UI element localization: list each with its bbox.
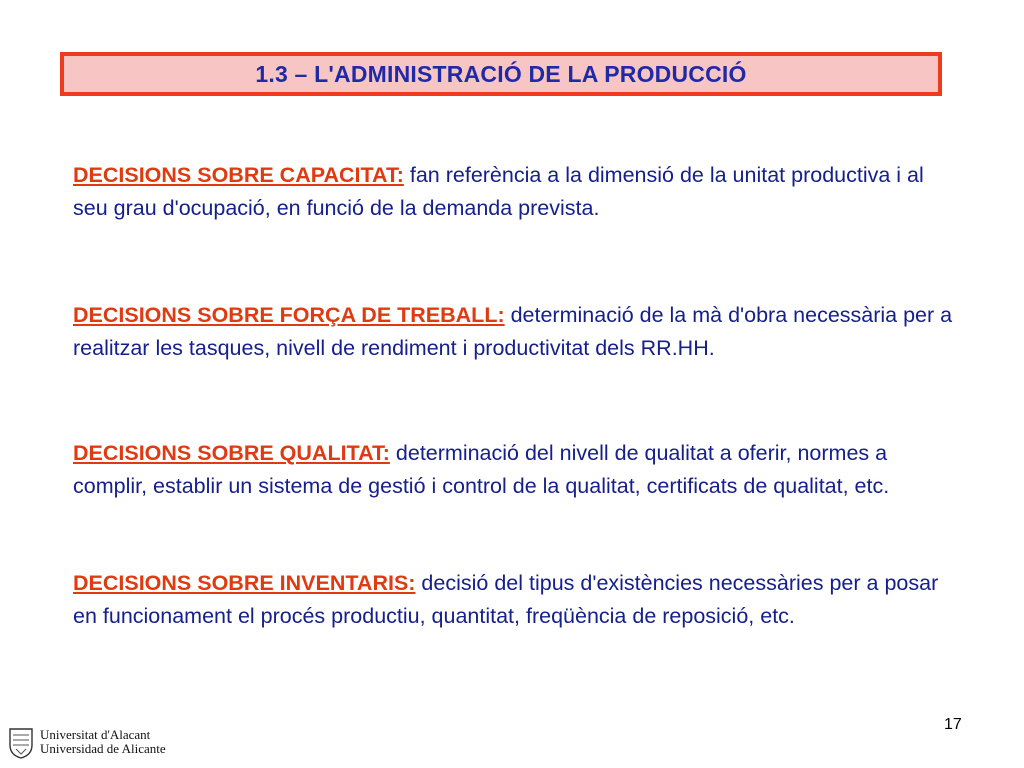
page-number: 17	[944, 716, 962, 733]
paragraph-body: determinació de la mà d'obra necessària per a realitzar les tasques, nivell de rendiment i productivitat dels RR.HH.	[73, 303, 953, 360]
paragraph-body: fan referència a la dimensió de la unitat productiva i al seu grau d'ocupació, en funció de la demanda prevista.	[73, 163, 924, 220]
logo-line-1: Universitat d'Alacant	[40, 727, 151, 742]
paragraph-heading: DECISIONS SOBRE QUALITAT:	[73, 441, 390, 465]
slide-title-box	[60, 52, 942, 96]
paragraph-heading: DECISIONS SOBRE INVENTARIS:	[73, 571, 416, 595]
logo-text	[40, 728, 166, 756]
paragraph-heading: DECISIONS SOBRE FORÇA DE TREBALL:	[73, 303, 505, 327]
paragraph-capacitat	[73, 159, 953, 225]
paragraph-heading: DECISIONS SOBRE CAPACITAT:	[73, 163, 404, 187]
university-logo	[8, 725, 166, 759]
logo-line-2: Universidad de Alicante	[40, 741, 166, 756]
paragraph-body: decisió del tipus d'existències necessàries per a posar en funcionament el procés productiu, quantitat, freqüència de reposició, etc.	[73, 571, 939, 628]
university-seal-icon	[8, 725, 34, 759]
paragraph-qualitat	[73, 437, 953, 503]
paragraph-forca-de-treball	[73, 299, 953, 365]
paragraph-body: determinació del nivell de qualitat a oferir, normes a complir, establir un sistema de gestió i control de la qualitat, certificats de qualitat, etc.	[73, 441, 890, 498]
slide-title: 1.3 – L'ADMINISTRACIÓ DE LA PRODUCCIÓ	[255, 60, 747, 87]
paragraph-inventaris	[73, 567, 953, 633]
